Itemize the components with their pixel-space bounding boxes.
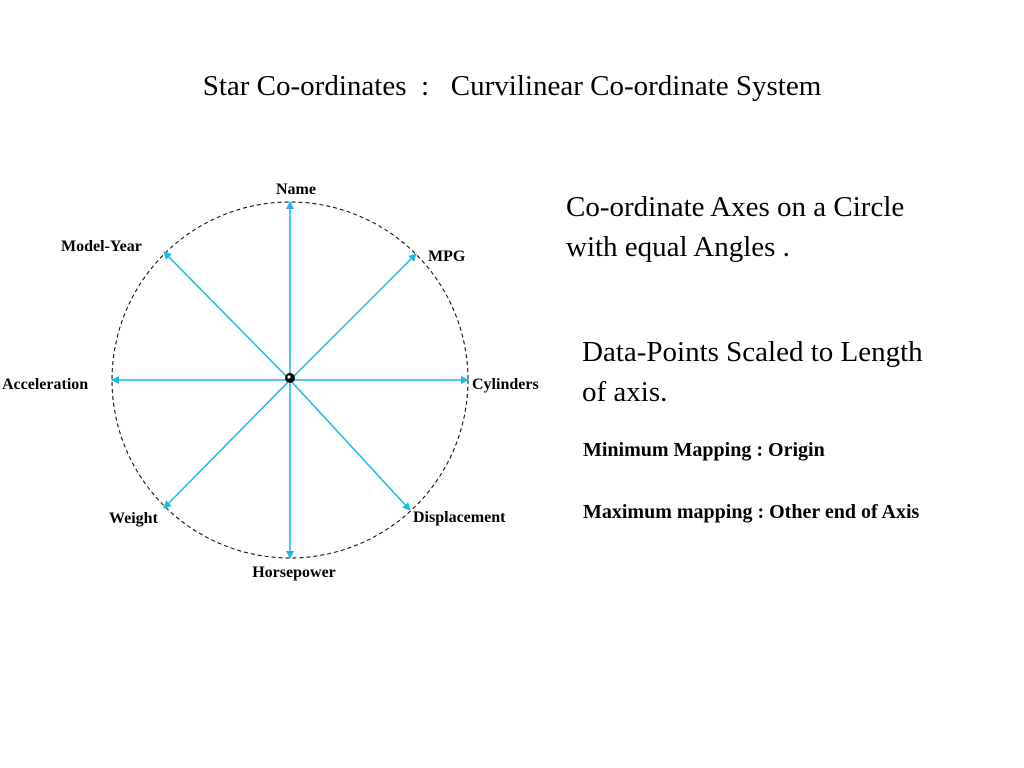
axis-displacement	[290, 380, 410, 510]
minimum-mapping-note: Minimum Mapping : Origin	[583, 439, 825, 461]
maximum-mapping-note: Maximum mapping : Other end of Axis	[583, 501, 920, 523]
scaling-description-line-2: of axis.	[582, 376, 668, 408]
axis-mpg	[290, 254, 416, 380]
axis-label-acceleration: Acceleration	[2, 376, 89, 393]
axis-label-cylinders: Cylinders	[472, 376, 539, 393]
axis-model-year	[164, 252, 290, 380]
axis-label-horsepower: Horsepower	[252, 564, 336, 581]
axis-label-weight: Weight	[109, 510, 158, 527]
axis-label-model-year: Model-Year	[61, 238, 142, 255]
axis-label-name: Name	[276, 181, 316, 198]
axis-weight	[164, 380, 290, 508]
origin-highlight	[287, 375, 290, 378]
axis-label-displacement: Displacement	[413, 509, 506, 526]
slide-title: Star Co-ordinates : Curvilinear Co-ordinate System	[202, 70, 822, 102]
axis-label-mpg: MPG	[428, 248, 466, 265]
scaling-description	[582, 332, 923, 412]
axes-description	[566, 187, 904, 267]
axes-description-line-2: with equal Angles .	[566, 231, 790, 263]
axes-description-line-1: Co-ordinate Axes on a Circle	[566, 191, 905, 223]
scaling-description-line-1: Data-Points Scaled to Length	[582, 336, 923, 368]
